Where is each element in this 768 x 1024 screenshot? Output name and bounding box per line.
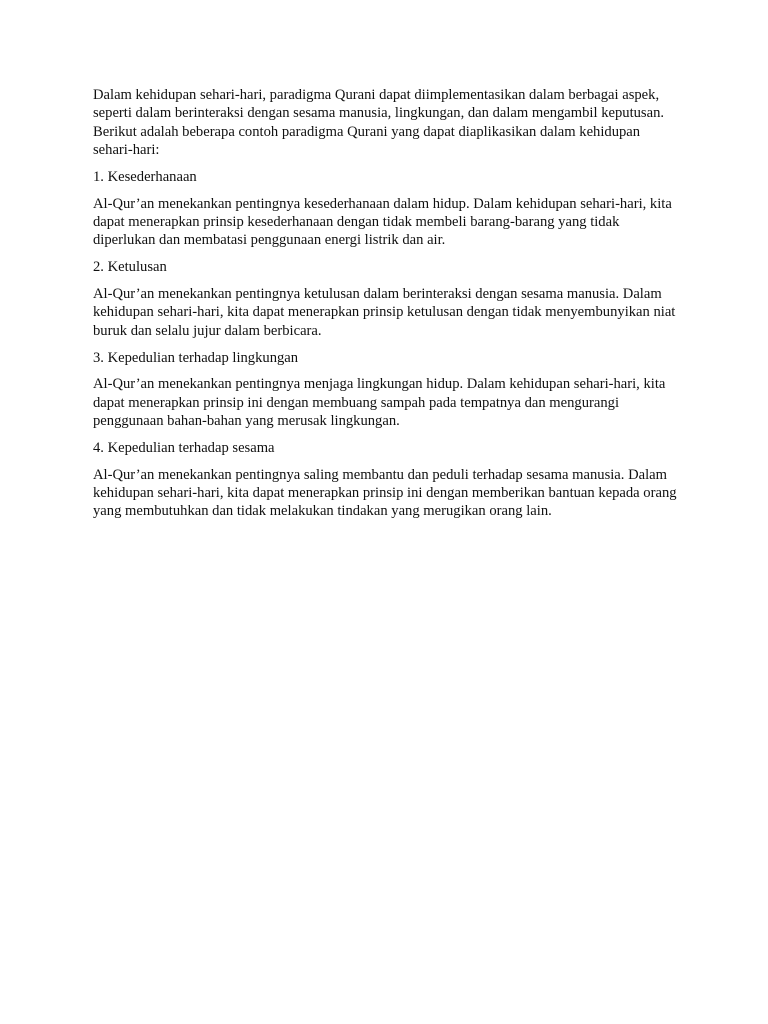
section-body-ketulusan: Al-Qur’an menekankan pentingnya ketulusan dalam berinteraksi dengan sesama manusia. Dalam kehidupan sehari-hari, kita dapat menerapkan prinsip ketulusan dengan tidak menyembunyikan niat buruk dan selalu jujur dalam berbicara. [93, 286, 676, 339]
document-body [93, 86, 678, 529]
section-body-kepedulian-sesama: Al-Qur’an menekankan pentingnya saling membantu dan peduli terhadap sesama manusia. Dalam kehidupan sehari-hari, kita dapat menerapkan prinsip ini dengan memberikan bantuan kepada orang yang membutuhkan dan tidak melakukan tindakan yang merugikan orang lain. [93, 466, 677, 520]
section-heading-ketulusan: 2. Ketulusan [93, 259, 167, 276]
section-body-kepedulian-lingkungan: Al-Qur’an menekankan pentingnya menjaga lingkungan hidup. Dalam kehidupan sehari-hari, kita dapat menerapkan prinsip ini dengan membuang sampah pada tempatnya dan mengurangi penggunaan bahan-bahan yang merusak lingkungan. [93, 376, 666, 430]
section-body-kesederhanaan: Al-Qur’an menekankan pentingnya kesederhanaan dalam hidup. Dalam kehidupan sehari-hari, kita dapat menerapkan prinsip kesederhanaan dengan tidak membeli barang-barang yang tidak diperlukan dan membatasi penggunaan energi listrik dan air. [93, 195, 672, 249]
section-heading-kepedulian-lingkungan: 3. Kepedulian terhadap lingkungan [93, 349, 299, 366]
section-heading-kesederhanaan: 1. Kesederhanaan [93, 168, 197, 185]
intro-paragraph: Dalam kehidupan sehari-hari, paradigma Qurani dapat diimplementasikan dalam berbagai aspek, seperti dalam berinteraksi dengan sesama manusia, lingkungan, dan dalam mengambil keputusan. Berikut adalah beberapa contoh paradigma Qurani yang dapat diaplikasikan dalam kehidupan sehari-hari: [93, 87, 665, 158]
section-heading-kepedulian-sesama: 4. Kepedulian terhadap sesama [93, 439, 275, 456]
